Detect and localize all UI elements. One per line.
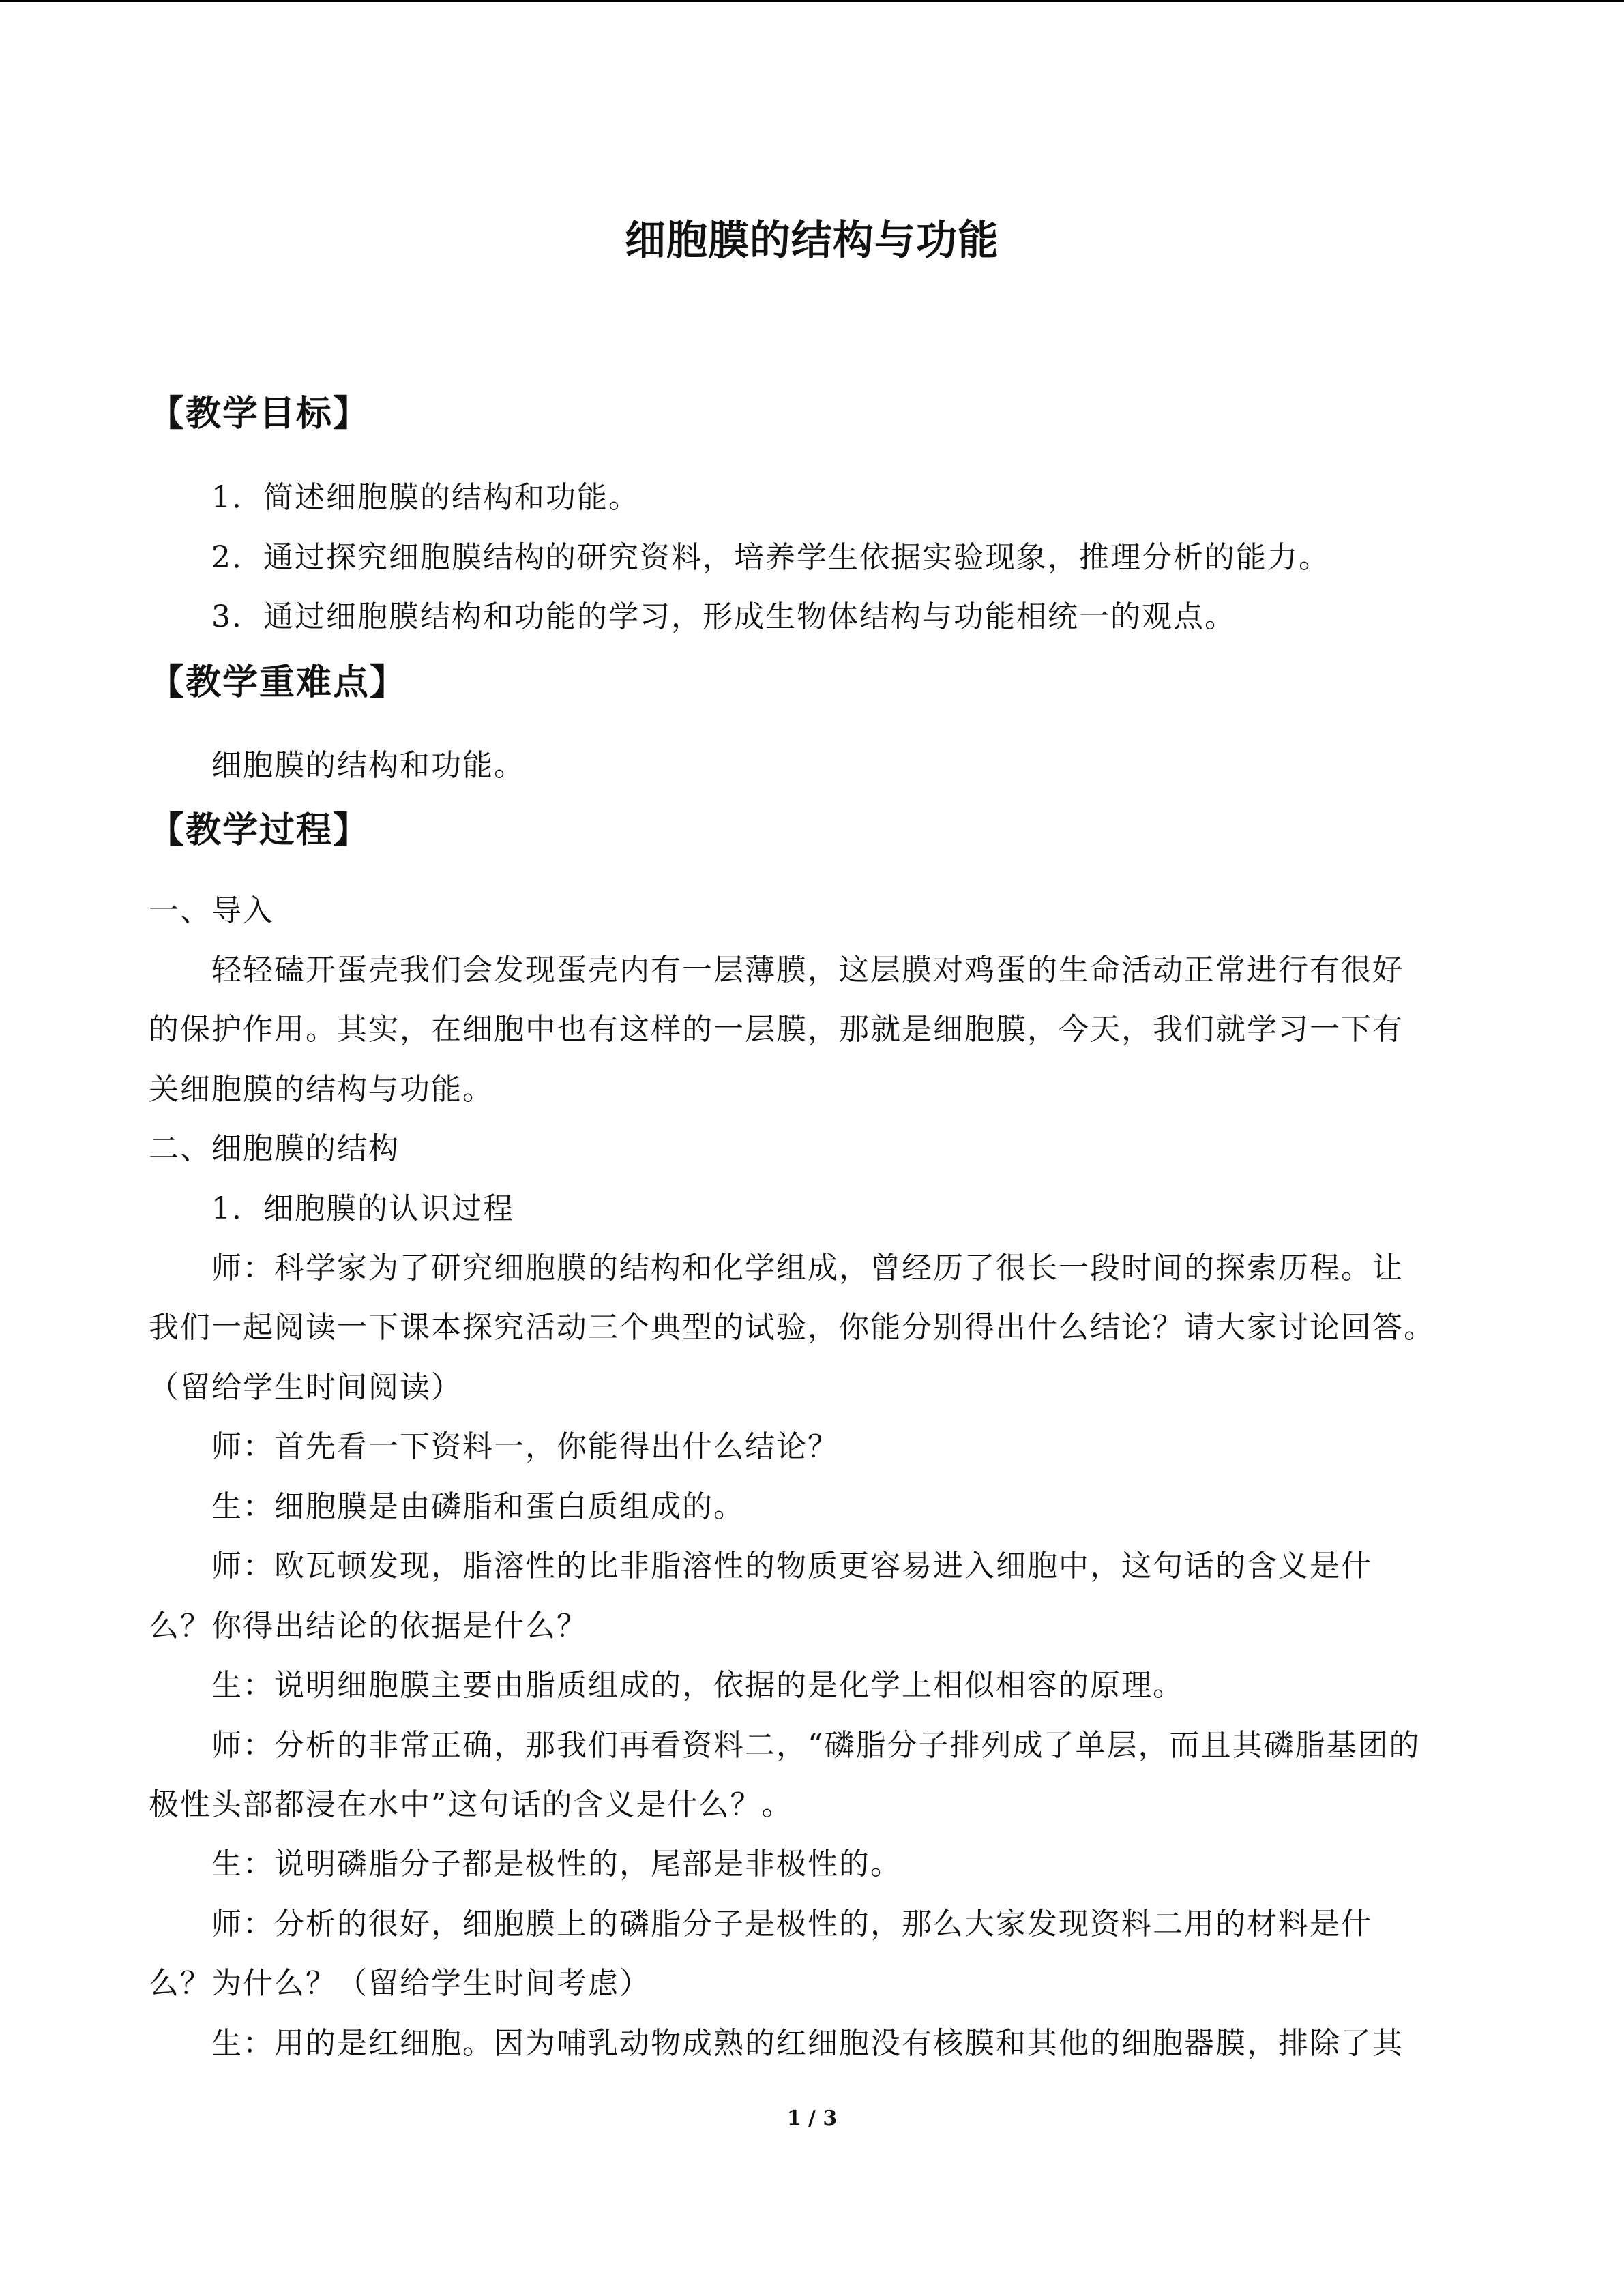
section-heading-keypoints: 【教学重难点】 [149, 661, 407, 703]
dialogue-line: 师：欧瓦顿发现，脂溶性的比非脂溶性的物质更容易进入细胞中，这句话的含义是什 [211, 1549, 1372, 1583]
dialogue-line: 生：说明磷脂分子都是极性的，尾部是非极性的。 [211, 1847, 902, 1881]
dialogue-line: 生：细胞膜是由磷脂和蛋白质组成的。 [211, 1489, 745, 1524]
section-heading-objectives: 【教学目标】 [149, 393, 370, 434]
dialogue-line: 师：分析的很好，细胞膜上的磷脂分子是极性的，那么大家发现资料二用的材料是什 [211, 1907, 1372, 1941]
dialogue-line: 生：用的是红细胞。因为哺乳动物成熟的红细胞没有核膜和其他的细胞器膜，排除了其 [211, 2026, 1404, 2061]
paragraph-line: 的保护作用。其实，在细胞中也有这样的一层膜，那就是细胞膜，今天，我们就学习一下有 [149, 1012, 1404, 1047]
paragraph-line: 关细胞膜的结构与功能。 [149, 1072, 494, 1107]
keypoints-text: 细胞膜的结构和功能。 [211, 748, 525, 783]
dialogue-line: 师：首先看一下资料一，你能得出什么结论？ [211, 1429, 839, 1464]
dialogue-line: 么？为什么？（留给学生时间考虑） [149, 1966, 651, 2001]
objective-item: 2．通过探究细胞膜结构的研究资料，培养学生依据实验现象，推理分析的能力。 [211, 540, 1330, 575]
dialogue-line: 师：科学家为了研究细胞膜的结构和化学组成，曾经历了很长一段时间的探索历程。让 [211, 1251, 1404, 1285]
dialogue-line: 我们一起阅读一下课本探究活动三个典型的试验，你能分别得出什么结论？请大家讨论回答。 [149, 1310, 1435, 1345]
dialogue-line: 生：说明细胞膜主要由脂质组成的，依据的是化学上相似相容的原理。 [211, 1668, 1184, 1703]
objective-item: 1．简述细胞膜的结构和功能。 [211, 480, 640, 515]
paragraph-line: 轻轻磕开蛋壳我们会发现蛋壳内有一层薄膜，这层膜对鸡蛋的生命活动正常进行有很好 [211, 953, 1404, 987]
document-title: 细胞膜的结构与功能 [625, 217, 999, 265]
page-number: 1 / 3 [786, 2106, 838, 2130]
objective-item: 3．通过细胞膜结构和功能的学习，形成生物体结构与功能相统一的观点。 [211, 599, 1236, 634]
part-heading-structure: 二、细胞膜的结构 [149, 1131, 400, 1166]
dialogue-line: 极性头部都浸在水中”这句话的含义是什么？。 [149, 1787, 793, 1822]
dialogue-line: 么？你得出结论的依据是什么？ [149, 1609, 588, 1643]
dialogue-line: 师：分析的非常正确，那我们再看资料二，“磷脂分子排列成了单层，而且其磷脂基团的 [211, 1728, 1421, 1763]
part-heading-intro: 一、导入 [149, 893, 274, 928]
dialogue-line: （留给学生时间阅读） [149, 1370, 462, 1405]
subheading: 1．细胞膜的认识过程 [211, 1191, 514, 1226]
section-heading-process: 【教学过程】 [149, 809, 370, 851]
